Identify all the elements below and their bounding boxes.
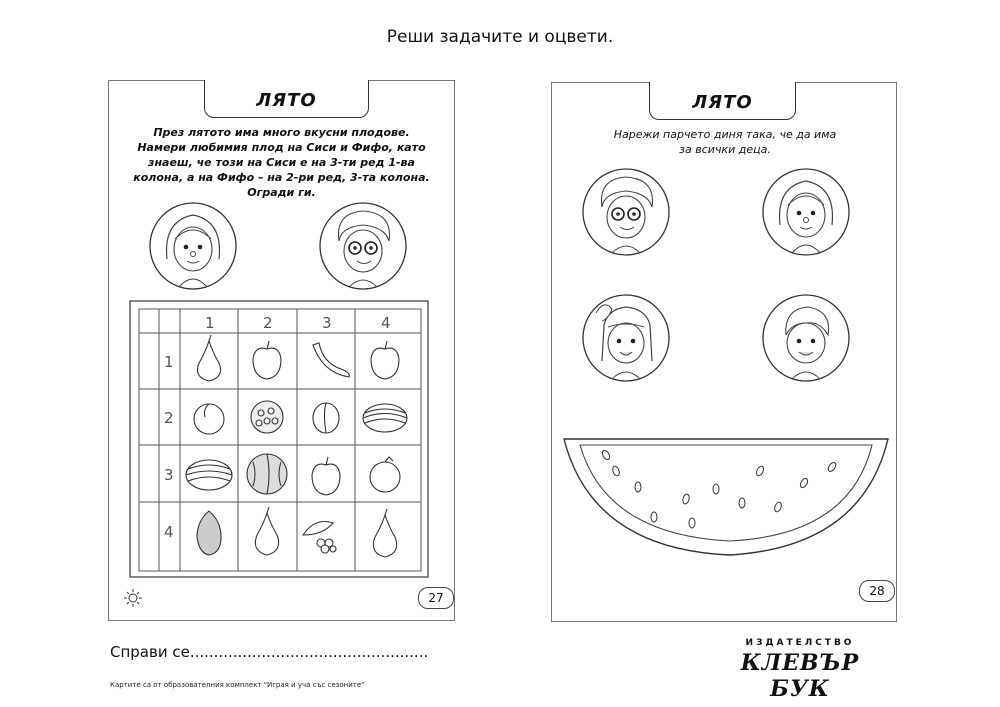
left-page-tab-title: ЛЯТО — [256, 90, 317, 111]
boy-with-glasses-portrait-icon — [319, 199, 409, 294]
publisher-logo — [735, 638, 865, 702]
completion-line: Справи се.................................................. — [110, 643, 429, 661]
watermelon-slice-icon — [562, 437, 892, 577]
girl-portrait-icon — [762, 165, 852, 260]
melon-icon — [363, 404, 407, 432]
plum-icon — [313, 403, 339, 433]
right-page-number: 28 — [859, 580, 895, 602]
girl-portrait-icon — [149, 199, 239, 294]
row-label: 2 — [164, 409, 174, 427]
column-label: 4 — [381, 314, 391, 332]
right-page-instruction: Нарежи парчето диня така, че да има за всички деца. — [613, 128, 837, 156]
column-label: 2 — [263, 314, 273, 332]
column-label: 3 — [322, 314, 332, 332]
boy-with-glasses-portrait-icon — [582, 165, 672, 260]
girl-waving-portrait-icon — [582, 291, 672, 386]
right-page-tab — [649, 82, 796, 120]
worksheet-title: Реши задачите и оцвети. — [386, 27, 614, 47]
publisher-top-label: ИЗДАТЕЛСТВО — [745, 638, 855, 648]
publisher-name: КЛЕВЪР БУК — [740, 650, 860, 702]
left-page — [108, 80, 455, 621]
row-label: 4 — [164, 523, 174, 541]
melon-icon — [186, 460, 232, 490]
peach-icon — [194, 404, 224, 434]
left-page-tab — [204, 80, 369, 118]
boy-portrait-icon — [762, 291, 852, 386]
left-page-instruction: През лятото има много вкусни плодове. Намери любимия плод на Сиси и Фифо, като знаеш, че този на Сиси е на 3-ти ред 1-ва колона, а на Фифо – на 2-ри ред, 3-та колона. Огради ги. — [133, 126, 430, 199]
right-page — [551, 82, 897, 622]
raspberry-icon — [251, 401, 283, 433]
row-label: 3 — [164, 466, 174, 484]
fruit-grid — [127, 297, 439, 581]
sun-icon — [123, 588, 145, 608]
right-page-tab-title: ЛЯТО — [692, 92, 753, 113]
row-label: 1 — [164, 353, 174, 371]
watermelon-icon — [247, 454, 287, 494]
column-label: 1 — [205, 314, 215, 332]
footer-note: Картите са от образователния комплект "Играя и уча със сезоните" — [110, 681, 365, 689]
left-page-number: 27 — [418, 587, 454, 609]
